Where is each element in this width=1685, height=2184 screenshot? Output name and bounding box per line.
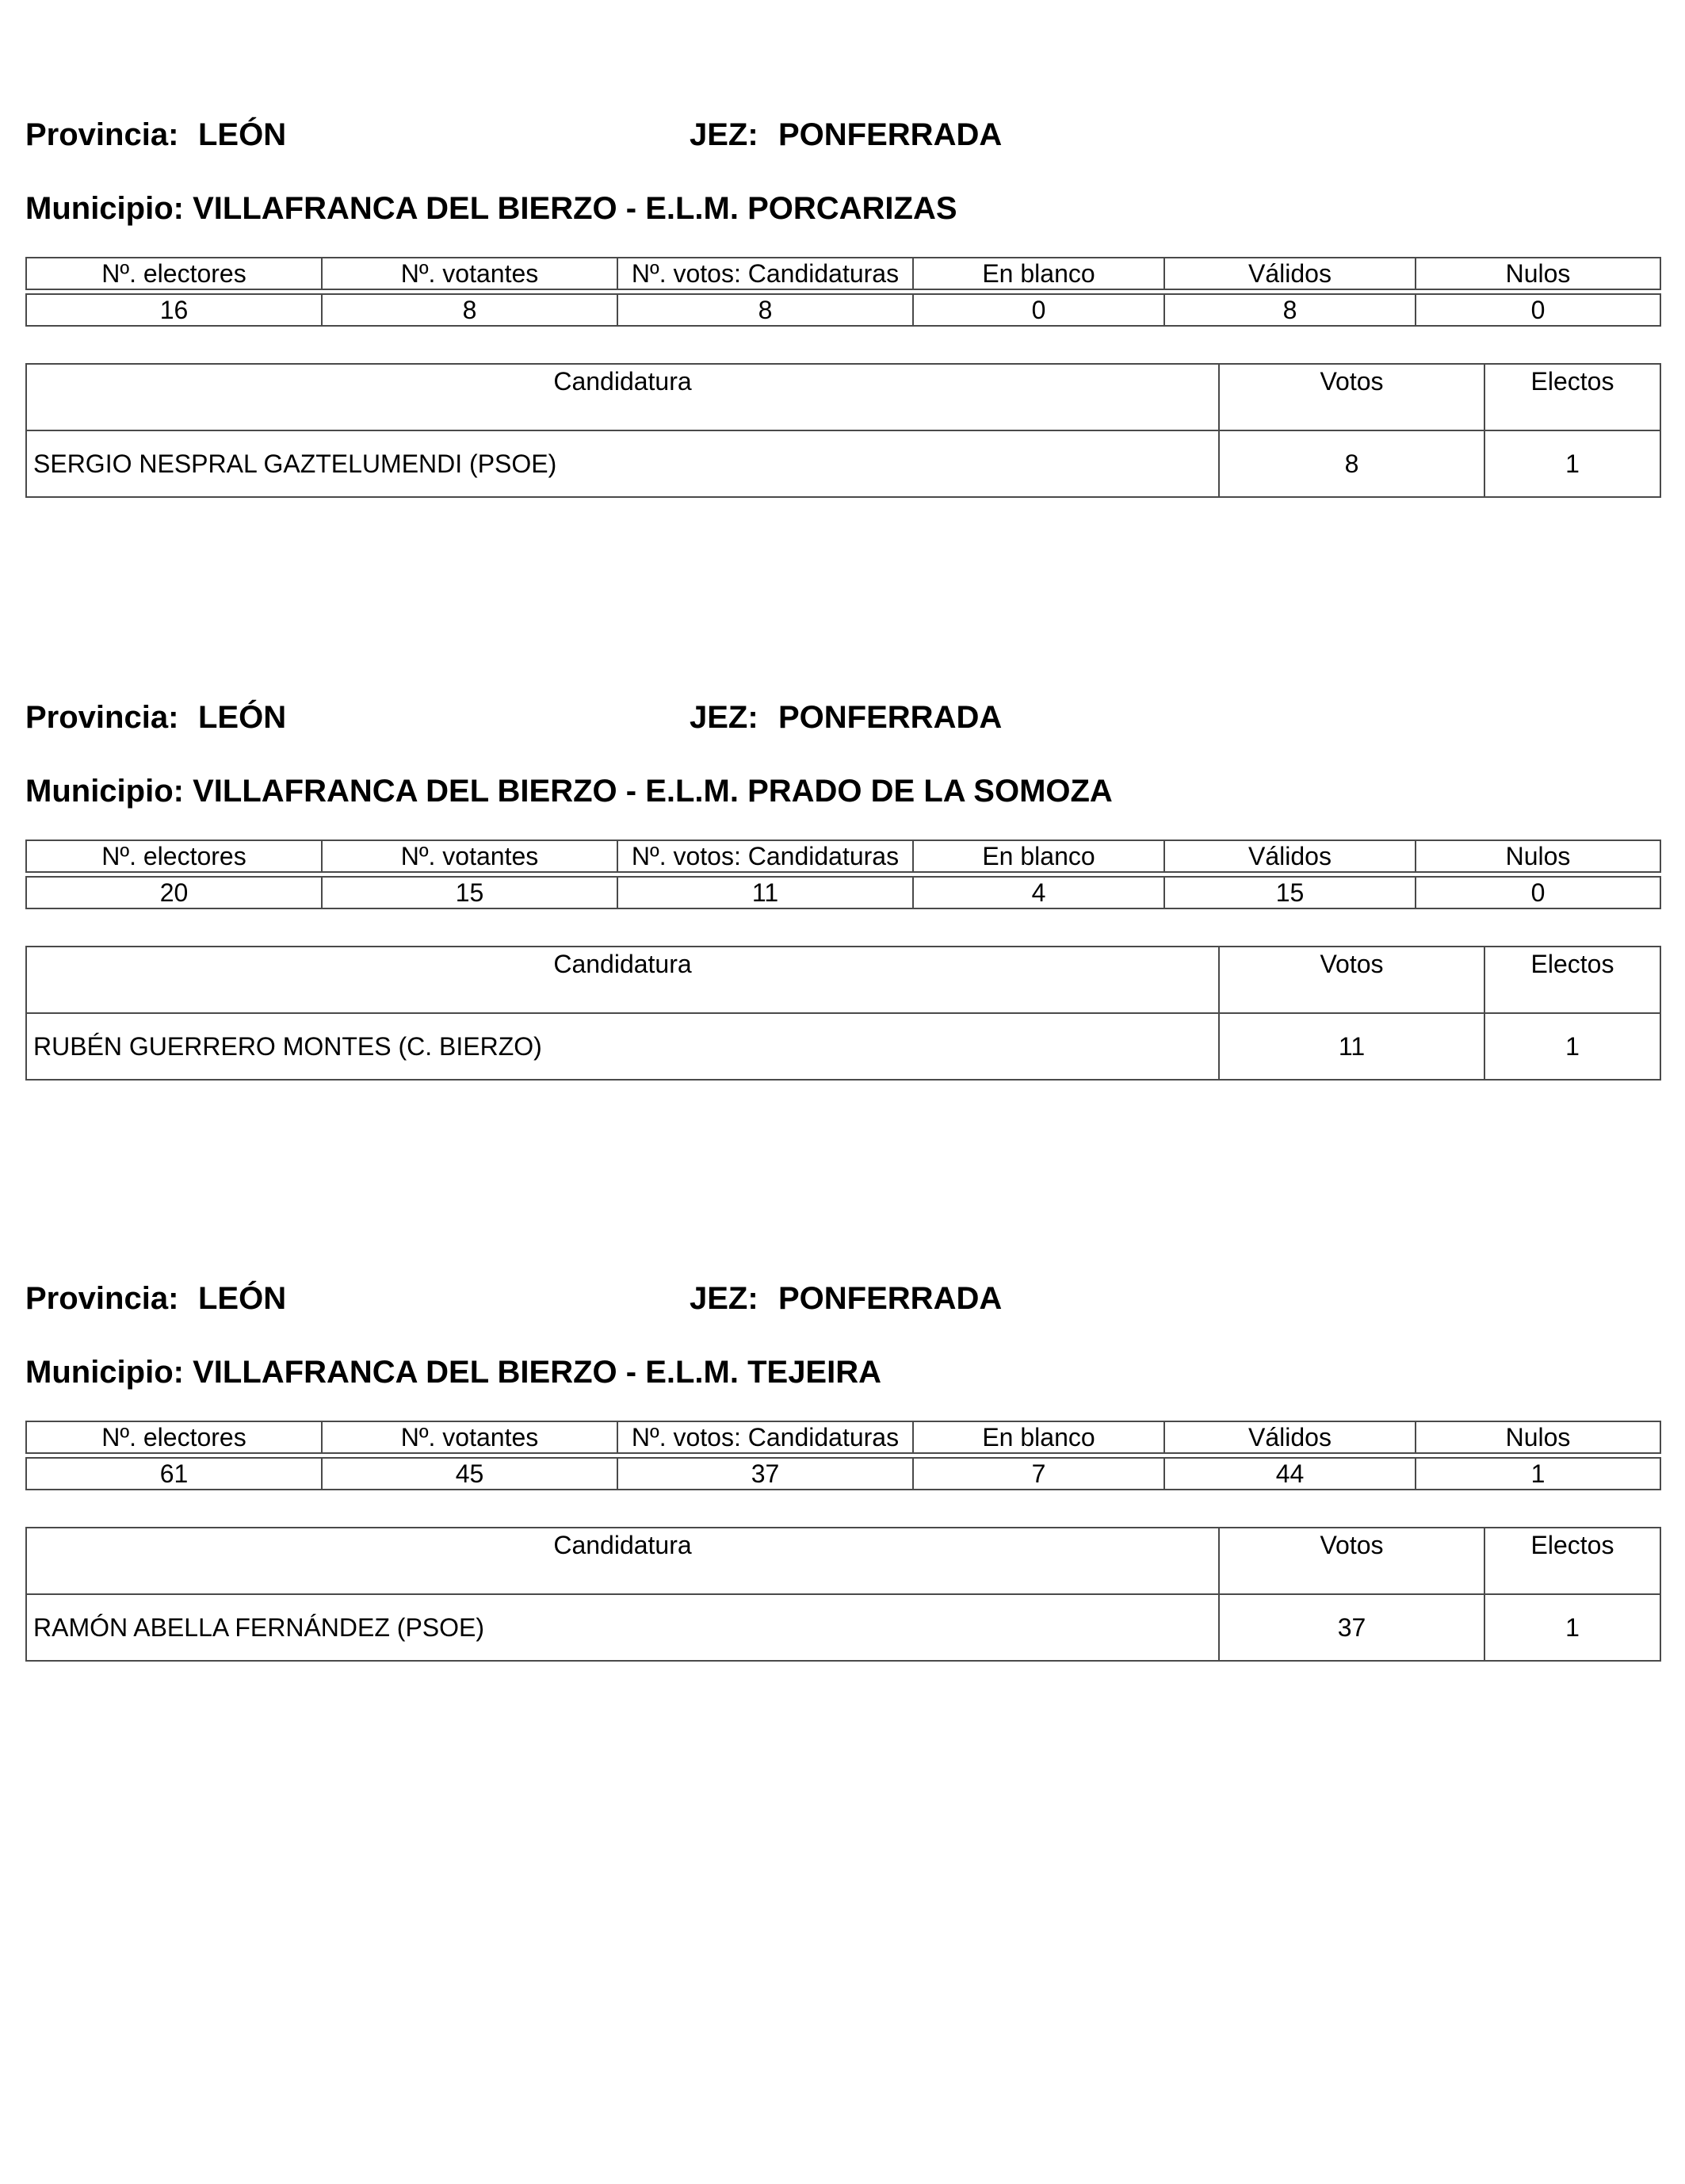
municipio-value: VILLAFRANCA DEL BIERZO - E.L.M. PORCARIZAS xyxy=(193,191,957,226)
stat-value-nulos: 0 xyxy=(1416,294,1660,326)
jez-label: JEZ: xyxy=(690,700,758,735)
candidate-votos: 8 xyxy=(1219,430,1484,497)
municipio-value: VILLAFRANCA DEL BIERZO - E.L.M. PRADO DE LA SOMOZA xyxy=(193,774,1113,809)
cand-header-candidatura: Candidatura xyxy=(26,947,1219,1013)
stat-header-votantes: Nº. votantes xyxy=(322,1421,617,1453)
stats-table xyxy=(25,257,1661,327)
candidate-votos: 11 xyxy=(1219,1013,1484,1080)
cand-header-electos: Electos xyxy=(1484,364,1660,430)
stat-header-nulos: Nulos xyxy=(1416,1421,1660,1453)
cand-header-electos: Electos xyxy=(1484,947,1660,1013)
stat-header-validos: Válidos xyxy=(1164,840,1416,872)
stat-value-en-blanco: 0 xyxy=(913,294,1164,326)
stats-header-row xyxy=(26,258,1660,289)
candidates-header-row xyxy=(26,1528,1660,1594)
candidate-electos: 1 xyxy=(1484,430,1660,497)
stat-value-votantes: 45 xyxy=(322,1458,617,1490)
stat-header-validos: Válidos xyxy=(1164,1421,1416,1453)
municipio-label: Municipio: xyxy=(25,1355,184,1390)
jez-value: PONFERRADA xyxy=(778,117,1003,152)
results-section xyxy=(25,1279,1660,1662)
cand-header-candidatura: Candidatura xyxy=(26,364,1219,430)
stat-value-votantes: 15 xyxy=(322,877,617,908)
stat-header-electores: Nº. electores xyxy=(26,258,322,289)
stats-header-row xyxy=(26,840,1660,872)
cand-header-electos: Electos xyxy=(1484,1528,1660,1594)
stat-value-electores: 61 xyxy=(26,1458,322,1490)
stat-header-votos-candidaturas: Nº. votos: Candidaturas xyxy=(617,1421,913,1453)
header-row xyxy=(25,698,1660,737)
candidates-header-row xyxy=(26,364,1660,430)
municipio-line xyxy=(25,189,1660,228)
stat-header-validos: Válidos xyxy=(1164,258,1416,289)
stat-header-electores: Nº. electores xyxy=(26,840,322,872)
stat-value-votos-candidaturas: 37 xyxy=(617,1458,913,1490)
candidate-name: SERGIO NESPRAL GAZTELUMENDI (PSOE) xyxy=(26,430,1219,497)
stat-value-nulos: 1 xyxy=(1416,1458,1660,1490)
stat-value-en-blanco: 7 xyxy=(913,1458,1164,1490)
stat-header-votantes: Nº. votantes xyxy=(322,258,617,289)
municipio-value: VILLAFRANCA DEL BIERZO - E.L.M. TEJEIRA xyxy=(193,1355,881,1390)
stat-header-en-blanco: En blanco xyxy=(913,258,1164,289)
stat-value-electores: 16 xyxy=(26,294,322,326)
table-row xyxy=(26,1013,1660,1080)
provincia-value: LEÓN xyxy=(198,1281,287,1316)
provincia-label: Provincia: xyxy=(25,1281,179,1316)
cand-header-votos: Votos xyxy=(1219,1528,1484,1594)
candidates-table xyxy=(25,1527,1661,1662)
header-row xyxy=(25,115,1660,155)
cand-header-candidatura: Candidatura xyxy=(26,1528,1219,1594)
jez-value: PONFERRADA xyxy=(778,1281,1003,1316)
jez-label: JEZ: xyxy=(690,1281,758,1316)
stat-value-validos: 44 xyxy=(1164,1458,1416,1490)
stat-value-votantes: 8 xyxy=(322,294,617,326)
results-section xyxy=(25,698,1660,1081)
stats-table xyxy=(25,1421,1661,1490)
stats-value-row xyxy=(26,294,1660,326)
stat-value-validos: 8 xyxy=(1164,294,1416,326)
stats-table xyxy=(25,840,1661,909)
stat-value-votos-candidaturas: 11 xyxy=(617,877,913,908)
provincia-label: Provincia: xyxy=(25,700,179,735)
stat-header-en-blanco: En blanco xyxy=(913,840,1164,872)
stat-header-nulos: Nulos xyxy=(1416,258,1660,289)
municipio-label: Municipio: xyxy=(25,191,184,226)
jez-value: PONFERRADA xyxy=(778,700,1003,735)
stat-value-en-blanco: 4 xyxy=(913,877,1164,908)
stat-header-nulos: Nulos xyxy=(1416,840,1660,872)
results-section xyxy=(25,115,1660,498)
candidate-name: RAMÓN ABELLA FERNÁNDEZ (PSOE) xyxy=(26,1594,1219,1661)
stat-header-electores: Nº. electores xyxy=(26,1421,322,1453)
stat-header-en-blanco: En blanco xyxy=(913,1421,1164,1453)
provincia-value: LEÓN xyxy=(198,117,287,152)
municipio-line xyxy=(25,771,1660,811)
candidate-name: RUBÉN GUERRERO MONTES (C. BIERZO) xyxy=(26,1013,1219,1080)
table-row xyxy=(26,430,1660,497)
stat-value-votos-candidaturas: 8 xyxy=(617,294,913,326)
stat-value-nulos: 0 xyxy=(1416,877,1660,908)
stat-header-votantes: Nº. votantes xyxy=(322,840,617,872)
cand-header-votos: Votos xyxy=(1219,947,1484,1013)
candidates-table xyxy=(25,363,1661,498)
municipio-line xyxy=(25,1352,1660,1392)
candidate-votos: 37 xyxy=(1219,1594,1484,1661)
candidates-table xyxy=(25,946,1661,1081)
stat-value-validos: 15 xyxy=(1164,877,1416,908)
candidate-electos: 1 xyxy=(1484,1013,1660,1080)
stat-header-votos-candidaturas: Nº. votos: Candidaturas xyxy=(617,840,913,872)
municipio-label: Municipio: xyxy=(25,774,184,809)
stats-value-row xyxy=(26,1458,1660,1490)
stat-header-votos-candidaturas: Nº. votos: Candidaturas xyxy=(617,258,913,289)
header-row xyxy=(25,1279,1660,1318)
provincia-value: LEÓN xyxy=(198,700,287,735)
stats-header-row xyxy=(26,1421,1660,1453)
provincia-label: Provincia: xyxy=(25,117,179,152)
stats-value-row xyxy=(26,877,1660,908)
table-row xyxy=(26,1594,1660,1661)
stat-value-electores: 20 xyxy=(26,877,322,908)
candidates-header-row xyxy=(26,947,1660,1013)
candidate-electos: 1 xyxy=(1484,1594,1660,1661)
cand-header-votos: Votos xyxy=(1219,364,1484,430)
jez-label: JEZ: xyxy=(690,117,758,152)
